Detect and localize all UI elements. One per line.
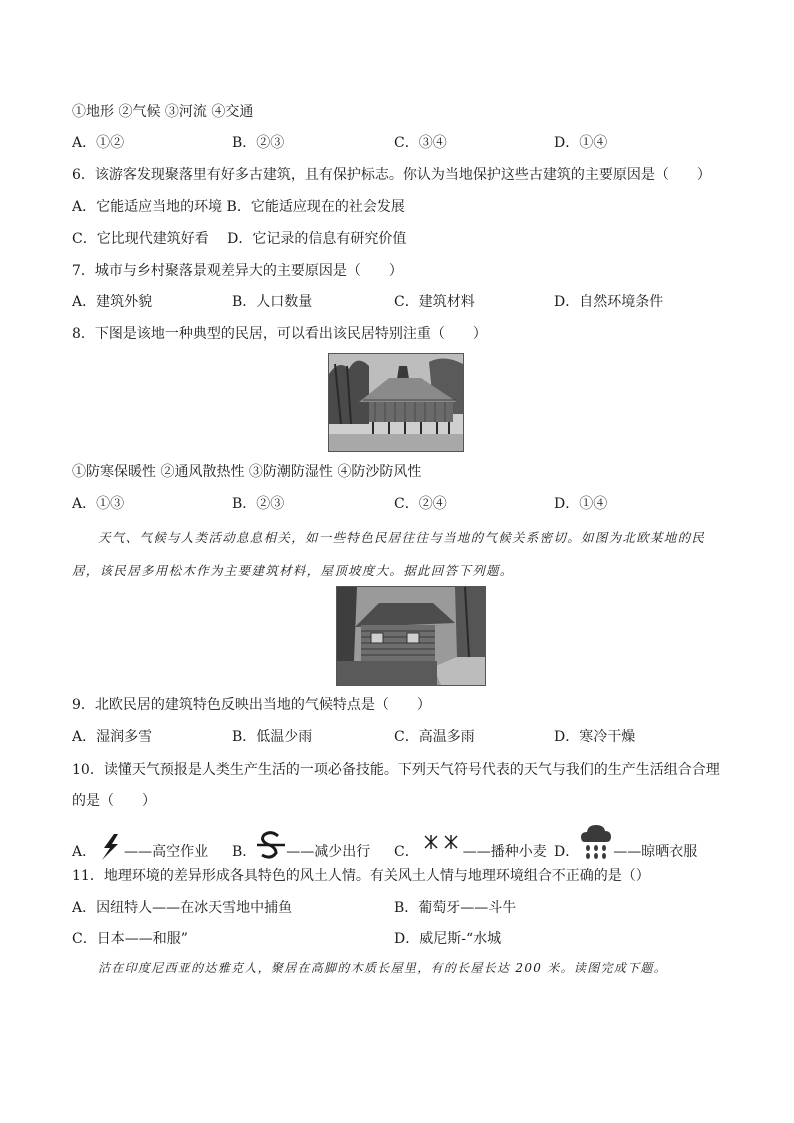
q9-option-b[interactable]: B．低温少雨 — [232, 729, 313, 745]
q5-options — [72, 133, 722, 153]
sandstorm-icon — [256, 828, 286, 862]
stilt-house-photo — [328, 353, 464, 452]
q11-options-row1 — [72, 898, 722, 918]
q9-option-c[interactable]: C．高温多雨 — [394, 729, 475, 745]
q7-options — [72, 292, 722, 312]
intro-nordic-house: 天气、气候与人类活动息息相关，如一些特色民居往往与当地的气候关系密切。如图为北欧某地的民居，该民居多用松木作为主要建筑材料，屋顶坡度大。据此回答下列题。 — [72, 530, 706, 578]
q7-option-b[interactable]: B．人口数量 — [232, 294, 313, 310]
q11-stem: 11．地理环境的差异形成各具特色的风土人情。有关风土人情与地理环境组合不正确的是（） — [72, 868, 650, 884]
q7-stem: 7．城市与乡村聚落景观差异大的主要原因是（ ） — [72, 263, 403, 279]
q8-items: ①防寒保暖性 ②通风散热性 ③防潮防湿性 ④防沙防风性 — [72, 464, 422, 480]
q5-option-d[interactable]: D．①④ — [554, 135, 608, 151]
lightning-icon — [96, 832, 124, 862]
q5-items: ①地形 ②气候 ③河流 ④交通 — [72, 104, 254, 120]
q8-option-b[interactable]: B．②③ — [232, 496, 285, 512]
q6-options-line2[interactable]: C．它比现代建筑好看 D．它记录的信息有研究价值 — [72, 231, 407, 247]
q5-option-a[interactable]: A．①② — [72, 135, 125, 151]
q6-options-line1[interactable]: A．它能适应当地的环境 B．它能适应现在的社会发展 — [72, 199, 405, 215]
q11-options-row2 — [72, 929, 722, 949]
q8-option-d[interactable]: D．①④ — [554, 496, 608, 512]
nordic-house-photo — [336, 586, 486, 686]
rain-cloud-icon — [579, 822, 613, 862]
q8-option-c[interactable]: C．②④ — [394, 496, 447, 512]
q6-stem: 6．该游客发现聚落里有好多古建筑，且有保护标志。你认为当地保护这些古建筑的主要原因是（ ） — [72, 167, 711, 183]
q8-options — [72, 494, 722, 514]
q10-stem-line2: 的是（ ） — [72, 793, 156, 809]
intro-dayak-longhouse: 沽在印度尼西亚的达雅克人，聚居在高脚的木质长屋里，有的长屋长达 200 米。读图完成下题。 — [98, 961, 668, 975]
q9-options — [72, 727, 722, 747]
q11-option-a[interactable]: A．因纽特人——在冰天雪地中捕鱼 — [72, 900, 293, 916]
q9-stem: 9．北欧民居的建筑特色反映出当地的气候特点是（ ） — [72, 697, 431, 713]
q5-option-c[interactable]: C．③④ — [394, 135, 447, 151]
q9-option-a[interactable]: A．湿润多雪 — [72, 729, 153, 745]
q10-option-a[interactable]: A． ——高空作业 — [72, 832, 208, 862]
q10-option-d[interactable]: D． ——晾晒衣服 — [554, 822, 697, 862]
q5-option-b[interactable]: B．②③ — [232, 135, 285, 151]
q10-option-c[interactable]: C． ——播种小麦 — [394, 832, 547, 862]
q11-option-b[interactable]: B．葡萄牙——斗牛 — [394, 900, 517, 916]
q10-stem-line1: 10．读懂天气预报是人类生产生活的一项必备技能。下列天气符号代表的天气与我们的生产生活组合合理 — [72, 762, 720, 778]
q10-option-b[interactable]: B． ——减少出行 — [232, 828, 370, 862]
q7-option-a[interactable]: A．建筑外貌 — [72, 294, 153, 310]
q11-option-d[interactable]: D．威尼斯-“水城 — [394, 931, 502, 947]
q7-option-d[interactable]: D．自然环境条件 — [554, 294, 664, 310]
q8-stem: 8．下图是该地一种典型的民居，可以看出该民居特别注重（ ） — [72, 326, 487, 342]
q8-option-a[interactable]: A．①③ — [72, 496, 125, 512]
q9-option-d[interactable]: D．寒冷干燥 — [554, 729, 636, 745]
snow-icon — [419, 832, 463, 862]
q10-options — [72, 822, 732, 862]
q7-option-c[interactable]: C．建筑材料 — [394, 294, 475, 310]
q11-option-c[interactable]: C．日本——和服” — [72, 931, 188, 947]
